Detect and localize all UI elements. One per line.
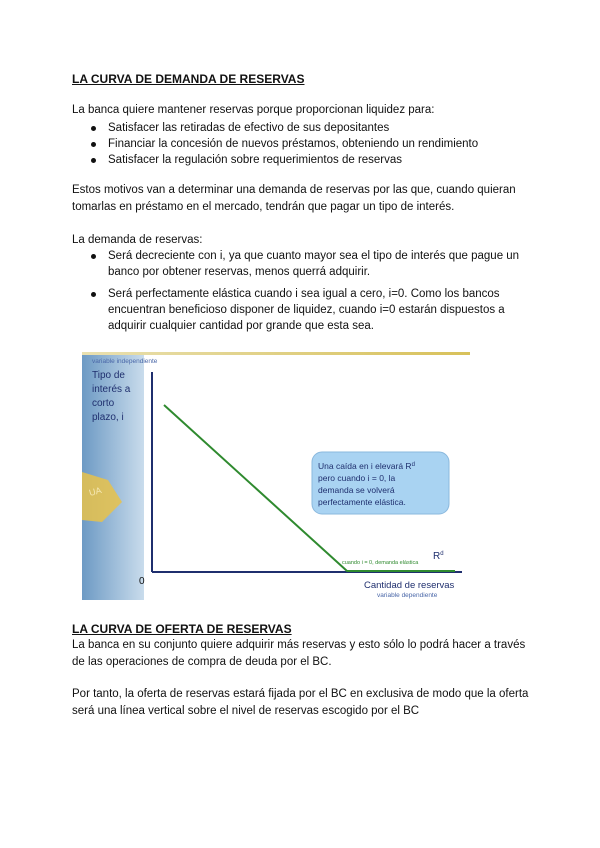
- supply-paragraph-1: La banca en su conjunto quiere adquirir más reservas y esto sólo lo podrá hacer a través de las operaciones de compra de deuda por el BC.: [72, 639, 526, 668]
- callout-line: pero cuando i = 0, la: [318, 473, 396, 483]
- demand-section-title: LA CURVA DE DEMANDA DE RESERVAS: [72, 72, 305, 86]
- origin-label: 0: [139, 576, 145, 587]
- decorative-text: UA: [87, 485, 103, 498]
- x-axis-label: Cantidad de reservas: [364, 580, 455, 591]
- list-item: Satisfacer las retiradas de efectivo de sus depositantes: [90, 120, 540, 136]
- figure-top-bar: [82, 352, 470, 355]
- demand-curve-figure: [82, 352, 470, 600]
- callout-line: perfectamente elástica.: [318, 497, 406, 507]
- top-axis-note: variable independiente: [92, 358, 158, 365]
- demand-curve-chart: [82, 352, 470, 600]
- y-axis-label-line: Tipo de: [92, 370, 125, 381]
- list-item: Financiar la concesión de nuevos préstamos, obteniendo un rendimiento: [90, 136, 540, 152]
- list-item: Satisfacer la regulación sobre requerimientos de reservas: [90, 152, 540, 168]
- supply-section-title: LA CURVA DE OFERTA DE RESERVAS: [72, 622, 292, 636]
- list-item: Será decreciente con i, ya que cuanto mayor sea el tipo de interés que pague un banco por obtener reservas, menos querrá adquirir.: [90, 248, 540, 280]
- list-item: Será perfectamente elástica cuando i sea igual a cero, i=0. Como los bancos encuentran beneficioso disponer de liquidez, cuando i=0 estarán dispuestos a adquirir cualquier cantidad por grande que esta sea.: [90, 286, 540, 334]
- demand-points-intro: La demanda de reservas:: [72, 234, 203, 246]
- callout-line: Una caída en i elevará $R^d$: [318, 461, 415, 471]
- demand-points-list: [90, 248, 540, 334]
- x-axis-sublabel: variable dependiente: [377, 592, 438, 599]
- supply-paragraph-2: Por tanto, la oferta de reservas estará fijada por el BC en exclusiva de modo que la oferta será una línea vertical sobre el nivel de reservas escogido por el BC: [72, 688, 529, 717]
- y-axis-label-line: plazo, i: [92, 412, 124, 423]
- motives-paragraph: Estos motivos van a determinar una demanda de reservas por las que, cuando quieran tomarlas en préstamo en el mercado, tendrán que pagar un tipo de interés.: [72, 184, 516, 213]
- demand-intro-text: La banca quiere mantener reservas porque proporcionan liquidez para:: [72, 104, 435, 116]
- flat-segment-annotation: cuando i = 0, demanda elástica: [342, 560, 419, 566]
- y-axis-label-line: corto: [92, 398, 115, 409]
- y-axis-label-line: interés a: [92, 384, 131, 395]
- reasons-list: [90, 120, 540, 168]
- series-label: $R^d$: [433, 551, 444, 562]
- callout-line: demanda se volverá: [318, 485, 395, 495]
